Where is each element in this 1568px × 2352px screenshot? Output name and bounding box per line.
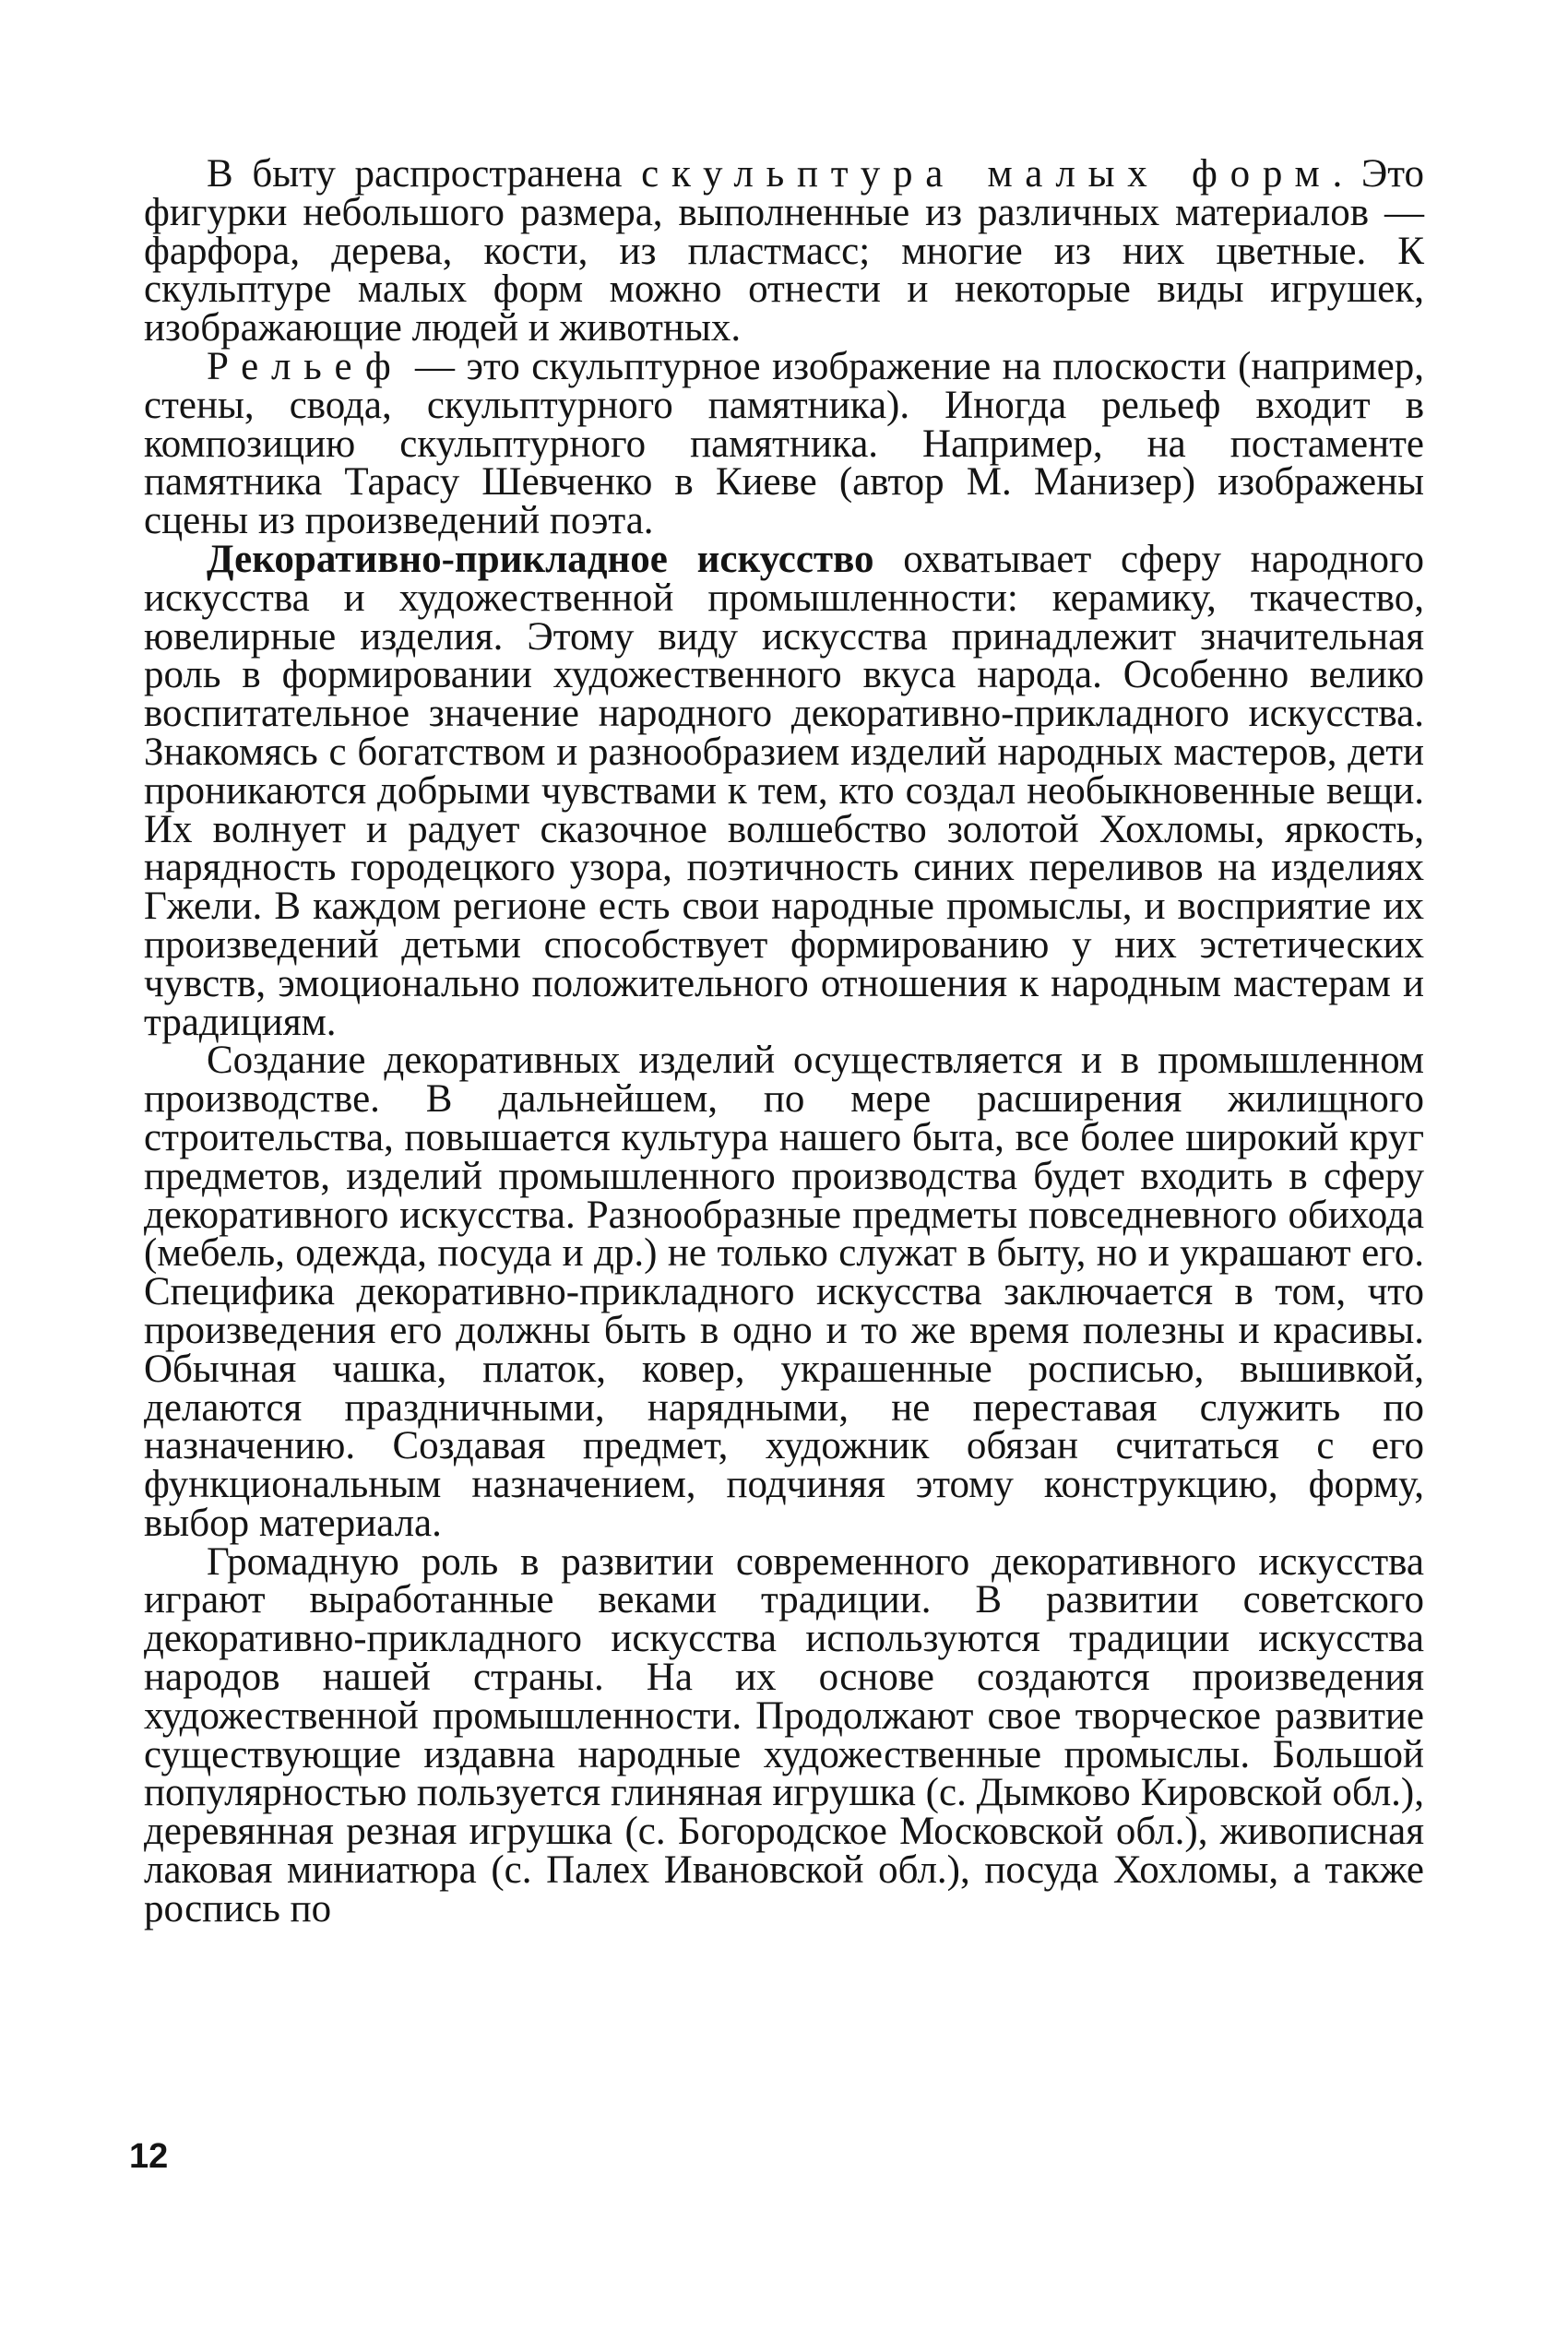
text-run: В быту распространена bbox=[207, 152, 642, 196]
paragraph-traditions bbox=[144, 1539, 1424, 1930]
page-number: 12 bbox=[129, 2137, 169, 2176]
emphasized-term: скульптура малых форм bbox=[641, 152, 1333, 196]
emphasized-term: Рельеф bbox=[207, 344, 404, 388]
paragraph-small-sculpture bbox=[144, 152, 1424, 350]
text-run: Создание декоративных изделий осуществляется и в промышленном производстве. В дальнейшем, по мере расширения жилищного строительства, повышается культура нашего быта, все более широкий круг предметов, изделий промышленного производства будет входить в сферу декоративного искусства. Разнообразные предметы повседневного обихода (мебель, одежда, посуда и др.) не только служат в быту, но и украшают его. Специфика декоративно-прикладного искусства заключается в том, что произведения его должны быть в одно и то же время полезны и красивы. Обычная чашка, платок, ковер, украшенные росписью, вышивкой, делаются праздничными, нарядными, не переставая служить по назначению. Создавая предмет, художник обязан считаться с его функциональным назначением, подчиняя этому конструкцию, форму, выбор материала. bbox=[144, 1039, 1424, 1545]
bold-term: Декоративно-прикладное искусство bbox=[207, 537, 874, 581]
paragraph-industrial-production bbox=[144, 1039, 1424, 1545]
text-run: охватывает сферу народного искусства и художественной промышленности: керамику, ткачество, ювелирные изделия. Этому виду искусства принадлежит значительная роль в формировании художественного вкуса народа. Особенно велико воспитательное значение народного декоративно-прикладного искусства. Знакомясь с богатством и разнообразием изделий народных мастеров, дети проникаются добрыми чувствами к тем, кто создал необыкновенные вещи. Их волнует и радует сказочное волшебство золотой Хохломы, яркость, нарядность городецкого узора, поэтичность синих переливов на изделиях Гжели. В каждом регионе есть свои народные промыслы, и восприятие их произведений детьми способствует формированию у них эстетических чувств, эмоционально положительного отношения к народным мастерам и традициям. bbox=[144, 537, 1425, 1044]
body-text bbox=[144, 152, 1425, 1930]
paragraph-decorative-applied-art bbox=[144, 537, 1425, 1044]
text-run: Громадную роль в развитии современного декоративного искусства играют выработанные веками традиции. В развитии советского декоративно-прикладного искусства используются традиции искусства народов нашей страны. На их основе создаются произведения художественной промышленности. Продолжают свое творческое развитие существующие издавна народные художественные промыслы. Большой популярностью пользуется глиняная игрушка (с. Дымково Кировской обл.), деревянная резная игрушка (с. Богородское Московской обл.), живописная лаковая миниатюра (с. Палех Ивановской обл.), посуда Хохломы, а также роспись по bbox=[144, 1539, 1424, 1930]
text-run: . Это фигурки небольшого размера, выполненные из различных материалов — фарфора, дерева, кости, из пластмасс; многие из них цветные. К скульптуре малых форм можно отнести и некоторые виды игрушек, изображающие людей и животных. bbox=[144, 152, 1424, 350]
paragraph-relief bbox=[144, 344, 1424, 543]
text-run: — это скульптурное изображение на плоскости (например, стены, свода, скульптурного памятника). Иногда рельеф входит в композицию скульптурного памятника. Например, на постаменте памятника Тарасу Шевченко в Киеве (автор М. Манизер) изображены сцены из произведений поэта. bbox=[144, 344, 1424, 543]
